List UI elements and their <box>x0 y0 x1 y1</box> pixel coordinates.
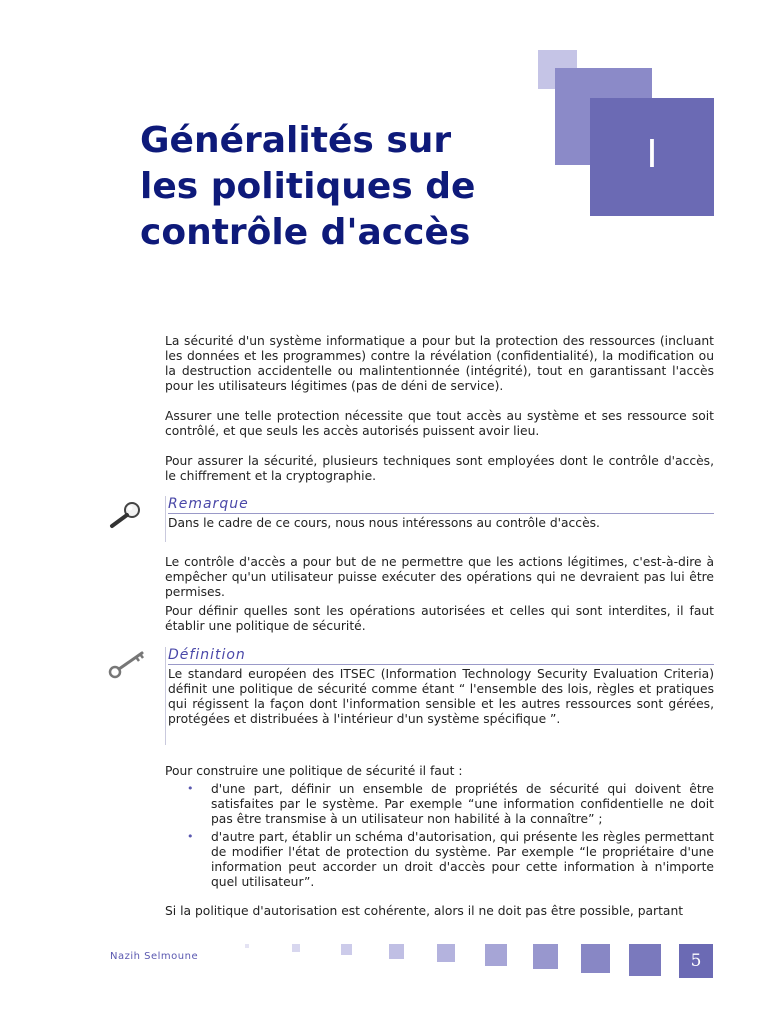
construire-intro: Pour construire une politique de sécurité il faut : <box>165 764 463 778</box>
bullet-list <box>165 782 714 890</box>
paragraph: Assurer une telle protection nécessite que tout accès au système et ses ressource soit contrôlé, et que seuls les accès autorisés puissent avoir lieu. <box>165 409 714 438</box>
bullet-icon: • <box>187 782 194 795</box>
title-line: contrôle d'accès <box>140 212 471 253</box>
title-line: Généralités sur <box>140 120 452 161</box>
paragraph: La sécurité d'un système informatique a pour but la protection des ressources (incluant les données et les programmes) contre la révélation (confidentialité), la modification ou la destruction accidentelle ou malintentionnée (intégrité), tout en garantissant l'accès pour les utilisateurs légitimes (pas de déni de service). <box>165 334 714 393</box>
footer-deco-square <box>389 944 404 959</box>
list-item-text: d'une part, définir un ensemble de propriétés de sécurité qui doivent être satisfaites par le système. Par exemple “une information confidentielle ne doit pas être transmise à un utilisateur non habilité à la connaître” ; <box>211 782 714 826</box>
title-line: les politiques de <box>140 166 476 207</box>
intro-section <box>165 334 714 484</box>
remarque-text: Dans le cadre de ce cours, nous nous intéressons au contrôle d'accès. <box>168 516 600 530</box>
definition-title: Définition <box>168 647 714 665</box>
bullet-icon: • <box>187 830 194 843</box>
definition-text: Le standard européen des ITSEC (Information Technology Security Evaluation Criteria) définit une politique de sécurité comme étant “ l'ensemble des lois, règles et pratiques qui régissent la façon dont l'information sensible et les autres ressources sont gérées, protégées et distribuées à l'intérieur d'un système spécifique ”. <box>168 667 714 726</box>
remarque-title: Remarque <box>168 496 714 514</box>
controle-section <box>165 555 714 634</box>
list-item <box>165 782 714 827</box>
magnifier-icon <box>108 500 144 530</box>
definition-block <box>165 647 714 745</box>
paragraph: Pour assurer la sécurité, plusieurs techniques sont employées dont le contrôle d'accès, le chiffrement et la cryptographie. <box>165 454 714 483</box>
list-item <box>165 830 714 890</box>
footer-deco-square <box>245 944 249 948</box>
list-item-text: d'autre part, établir un schéma d'autorisation, qui présente les règles permettant de modifier l'état de protection du système. Par exemple “le propriétaire d'une information peut accorder un droit d'accès pour cette information à n'importe quel utilisateur”. <box>211 830 714 889</box>
key-icon <box>108 648 148 680</box>
page-number: 5 <box>679 944 713 978</box>
chapter-number: I <box>590 98 714 216</box>
footer-deco-square <box>292 944 300 952</box>
remarque-block <box>165 496 714 542</box>
footer-author: Nazih Selmoune <box>110 951 199 962</box>
footer-deco-square <box>341 944 352 955</box>
construire-section <box>165 764 714 919</box>
footer-deco-square <box>485 944 507 966</box>
footer-deco-square <box>629 944 661 976</box>
footer-deco-square <box>437 944 455 962</box>
paragraph: Si la politique d'autorisation est cohérente, alors il ne doit pas être possible, partant <box>165 904 684 918</box>
footer-deco-square <box>533 944 558 969</box>
paragraph: Le contrôle d'accès a pour but de ne permettre que les actions légitimes, c'est-à-dire à empêcher qu'un utilisateur puisse exécuter des opérations qui ne devraient pas lui être permises. <box>165 555 714 599</box>
page-title <box>140 118 520 256</box>
paragraph: Pour définir quelles sont les opérations autorisées et celles qui sont interdites, il faut établir une politique de sécurité. <box>165 604 714 633</box>
footer-deco-square <box>581 944 610 973</box>
